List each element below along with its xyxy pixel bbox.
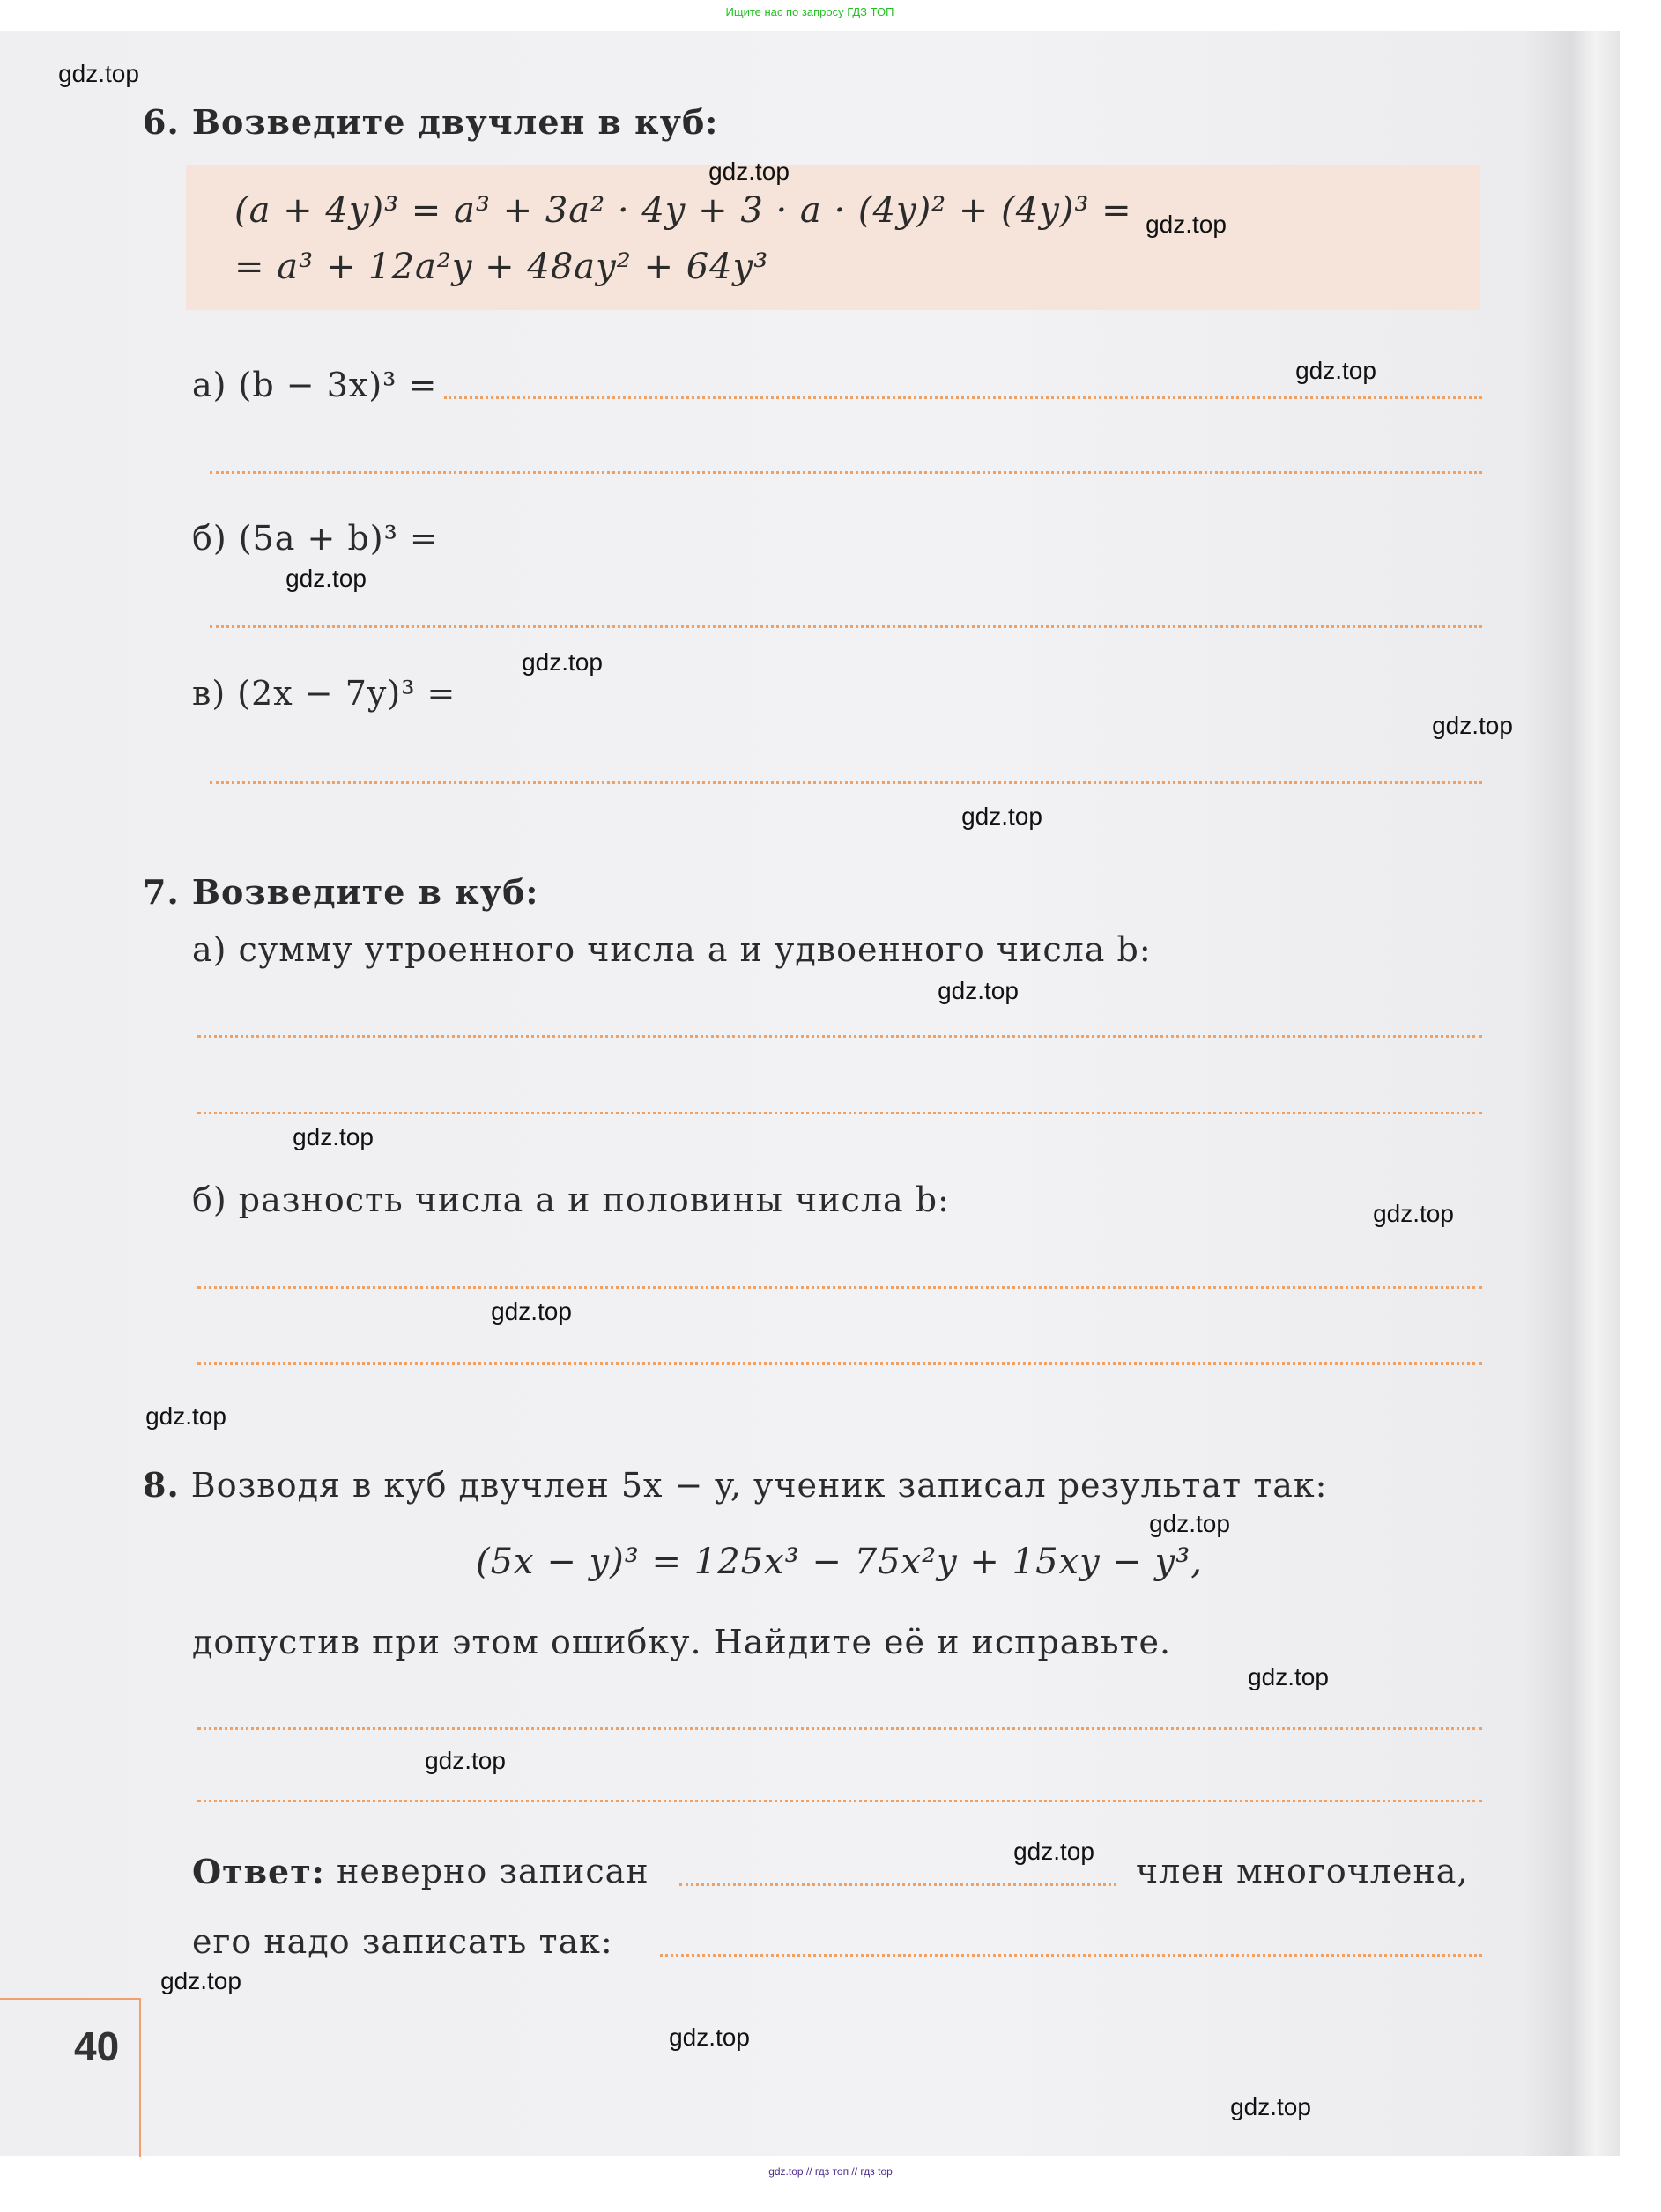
task6-heading (143, 102, 718, 142)
answer-text: его надо записать так: (192, 1922, 613, 1961)
task-number: 7. (143, 872, 180, 912)
task7-b: б) разность числа a и половины числа b: (192, 1180, 950, 1219)
watermark: gdz.top (708, 158, 790, 185)
task7-a: а) сумму утроенного числа a и удвоенного числа b: (192, 930, 1152, 969)
example-box (186, 165, 1480, 310)
watermark: gdz.top (938, 977, 1019, 1004)
answer-line[interactable] (197, 1035, 1482, 1038)
footer-links[interactable]: gdz.top // гдз топ // гдз top (768, 2165, 893, 2178)
textbook-page (0, 31, 1620, 2156)
answer-text: член многочлена, (1136, 1852, 1469, 1890)
task6-c: в) (2x − 7y)³ = (192, 674, 456, 713)
watermark: gdz.top (669, 2023, 750, 2051)
task7-heading (143, 872, 538, 912)
answer-line[interactable] (210, 781, 1482, 784)
task-number: 8. (143, 1465, 180, 1505)
watermark: gdz.top (1432, 712, 1513, 739)
task8-formula: (5x − y)³ = 125x³ − 75x²y + 15xy − y³, (476, 1542, 1204, 1582)
watermark: gdz.top (1146, 211, 1227, 238)
example-formula-1: (a + 4y)³ = a³ + 3a² · 4y + 3 · a · (4y)² + (4y)³ = (234, 190, 1132, 231)
watermark: gdz.top (491, 1298, 572, 1325)
watermark: gdz.top (961, 803, 1042, 830)
watermark: gdz.top (145, 1402, 226, 1430)
watermark: gdz.top (1248, 1663, 1329, 1690)
watermark: gdz.top (522, 648, 603, 676)
example-formula-2: = a³ + 12a²y + 48ay² + 64y³ (234, 247, 769, 287)
page-number-frame (139, 1998, 141, 2157)
task-title: Возводя в куб двучлен 5x − y, ученик записал результат так: (190, 1466, 1328, 1505)
watermark: gdz.top (293, 1123, 374, 1150)
answer-line[interactable] (660, 1954, 1482, 1957)
answer-line[interactable] (197, 1362, 1482, 1365)
task8-text: допустив при этом ошибку. Найдите её и исправьте. (192, 1623, 1172, 1661)
answer-line[interactable] (210, 625, 1482, 628)
answer-text: неверно записан (337, 1852, 649, 1890)
task-title: Возведите двучлен в куб: (191, 102, 719, 142)
watermark: gdz.top (1230, 2093, 1311, 2120)
page-number: 40 (74, 2023, 120, 2069)
watermark: gdz.top (160, 1967, 241, 1994)
search-banner[interactable]: Ищите нас по запросу ГДЗ ТОП (725, 5, 894, 18)
answer-line[interactable] (210, 471, 1482, 474)
watermark: gdz.top (1373, 1200, 1454, 1227)
task8-heading (143, 1465, 1327, 1505)
answer-line[interactable] (197, 1800, 1482, 1802)
task6-a: а) (b − 3x)³ = (192, 366, 438, 404)
watermark: gdz.top (425, 1747, 506, 1774)
answer-line[interactable] (444, 396, 1482, 399)
answer-line[interactable] (197, 1112, 1482, 1114)
answer-line[interactable] (679, 1883, 1116, 1886)
answer-line[interactable] (197, 1286, 1482, 1289)
watermark: gdz.top (58, 60, 139, 87)
watermark: gdz.top (285, 565, 367, 592)
answer-label: Ответ: (192, 1852, 325, 1891)
task6-b: б) (5a + b)³ = (192, 519, 439, 558)
watermark: gdz.top (1013, 1838, 1094, 1865)
page-number-frame (0, 1998, 141, 2000)
task-number: 6. (143, 102, 180, 142)
answer-line[interactable] (197, 1727, 1482, 1730)
watermark: gdz.top (1295, 357, 1376, 384)
watermark: gdz.top (1149, 1510, 1230, 1537)
task-title: Возведите в куб: (191, 872, 539, 912)
